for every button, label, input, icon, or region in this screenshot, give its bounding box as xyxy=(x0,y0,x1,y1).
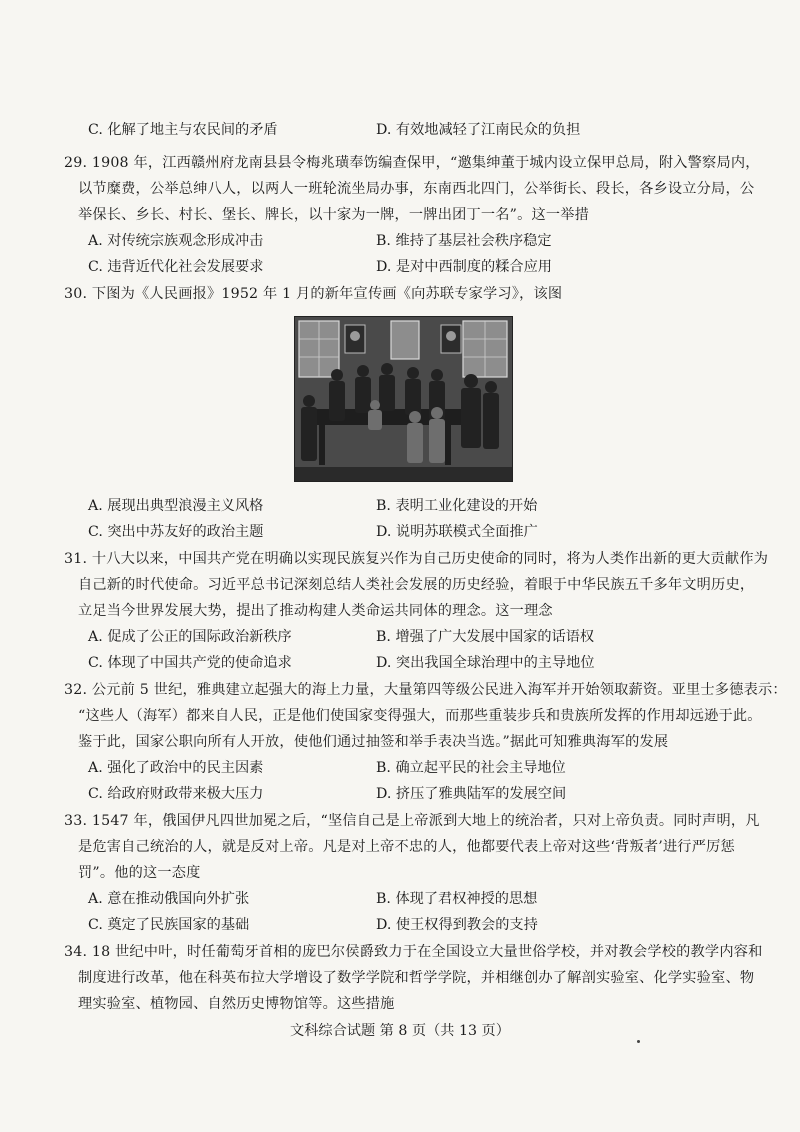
q32-option-d: D. 挤压了雅典陆军的发展空间 xyxy=(376,786,567,802)
scan-speck xyxy=(637,1040,640,1043)
q28-option-d: D. 有效地减轻了江南民众的负担 xyxy=(376,122,581,138)
q30-stem-line-1: 30. 下图为《人民画报》1952 年 1 月的新年宣传画《向苏联专家学习》，该图 xyxy=(64,286,563,302)
q29-option-a: A. 对传统宗族观念形成冲击 xyxy=(88,233,264,249)
q31-option-c: C. 体现了中国共产党的使命追求 xyxy=(88,655,292,671)
q30-option-b: B. 表明工业化建设的开始 xyxy=(376,498,538,514)
q33-stem-line-2: 是危害自己统治的人，就是反对上帝。凡是对上帝不忠的人，他都要代表上帝对这些‘背叛者’进行严厉惩 xyxy=(78,839,735,855)
q31-option-d: D. 突出我国全球治理中的主导地位 xyxy=(376,655,595,671)
q34-stem-line-3: 理实验室、植物园、自然历史博物馆等。这些措施 xyxy=(78,996,395,1012)
q33-stem-line-1: 33. 1547 年，俄国伊凡四世加冕之后，“坚信自己是上帝派到大地上的统治者，只对上帝负责。同时声明，凡 xyxy=(64,813,760,829)
q29-option-c: C. 违背近代化社会发展要求 xyxy=(88,259,264,275)
q31-stem-line-1: 31. 十八大以来，中国共产党在明确以实现民族复兴作为自己历史使命的同时，将为人类作出新的更大贡献作为 xyxy=(64,551,769,567)
q32-option-a: A. 强化了政治中的民主因素 xyxy=(88,760,264,776)
q29-stem-line-3: 举保长、乡长、村长、堡长、牌长，以十家为一牌，一牌出团丁一名”。这一举措 xyxy=(78,207,590,223)
q32-stem-line-3: 鉴于此，国家公职向所有人开放，使他们通过抽签和举手表决当选。”据此可知雅典海军的发展 xyxy=(78,734,669,750)
q30-option-c: C. 突出中苏友好的政治主题 xyxy=(88,524,264,540)
propaganda-poster-photo xyxy=(294,316,513,482)
q33-option-c: C. 奠定了民族国家的基础 xyxy=(88,917,250,933)
q31-stem-line-3: 立足当今世界发展大势，提出了推动构建人类命运共同体的理念。这一理念 xyxy=(78,603,553,619)
q33-stem-line-3: 罚”。他的这一态度 xyxy=(78,865,201,881)
q31-option-b: B. 增强了广大发展中国家的话语权 xyxy=(376,629,595,645)
q33-option-a: A. 意在推动俄国向外扩张 xyxy=(88,891,250,907)
page-footer: 文科综合试题 第 8 页（共 13 页） xyxy=(290,1023,510,1039)
q32-option-c: C. 给政府财政带来极大压力 xyxy=(88,786,264,802)
q32-option-b: B. 确立起平民的社会主导地位 xyxy=(376,760,566,776)
q29-stem-line-2: 以节糜费，公举总绅八人，以两人一班轮流坐局办事，东南西北四门，公举街长、段长，各乡设立分局，公 xyxy=(78,181,755,197)
q28-option-c: C. 化解了地主与农民间的矛盾 xyxy=(88,122,278,138)
q30-option-d: D. 说明苏联模式全面推广 xyxy=(376,524,538,540)
q30-option-a: A. 展现出典型浪漫主义风格 xyxy=(88,498,264,514)
q29-option-d: D. 是对中西制度的糅合应用 xyxy=(376,259,552,275)
q29-stem-line-1: 29. 1908 年，江西赣州府龙南县县令梅兆璜奉饬编查保甲，“邀集绅董于城内设立保甲总局，附入警察局内， xyxy=(64,155,760,171)
q31-stem-line-2: 自己新的时代使命。习近平总书记深刻总结人类社会发展的历史经验，着眼于中华民族五千多年文明历史， xyxy=(78,577,755,593)
poster-illustration xyxy=(295,317,512,481)
q32-stem-line-1: 32. 公元前 5 世纪，雅典建立起强大的海上力量，大量第四等级公民进入海军并开始领取薪资。亚里士多德表示： xyxy=(64,682,787,698)
q29-option-b: B. 维持了基层社会秩序稳定 xyxy=(376,233,552,249)
q34-stem-line-1: 34. 18 世纪中叶，时任葡萄牙首相的庞巴尔侯爵致力于在全国设立大量世俗学校，并对教会学校的教学内容和 xyxy=(64,944,763,960)
q33-option-b: B. 体现了君权神授的思想 xyxy=(376,891,538,907)
q34-stem-line-2: 制度进行改革，他在科英布拉大学增设了数学学院和哲学学院，并相继创办了解剖实验室、化学实验室、物 xyxy=(78,970,755,986)
q33-option-d: D. 使王权得到教会的支持 xyxy=(376,917,538,933)
q32-stem-line-2: “这些人（海军）都来自人民，正是他们使国家变得强大，而那些重装步兵和贵族所发挥的作用却远逊于此。 xyxy=(78,708,762,724)
q31-option-a: A. 促成了公正的国际政治新秩序 xyxy=(88,629,292,645)
